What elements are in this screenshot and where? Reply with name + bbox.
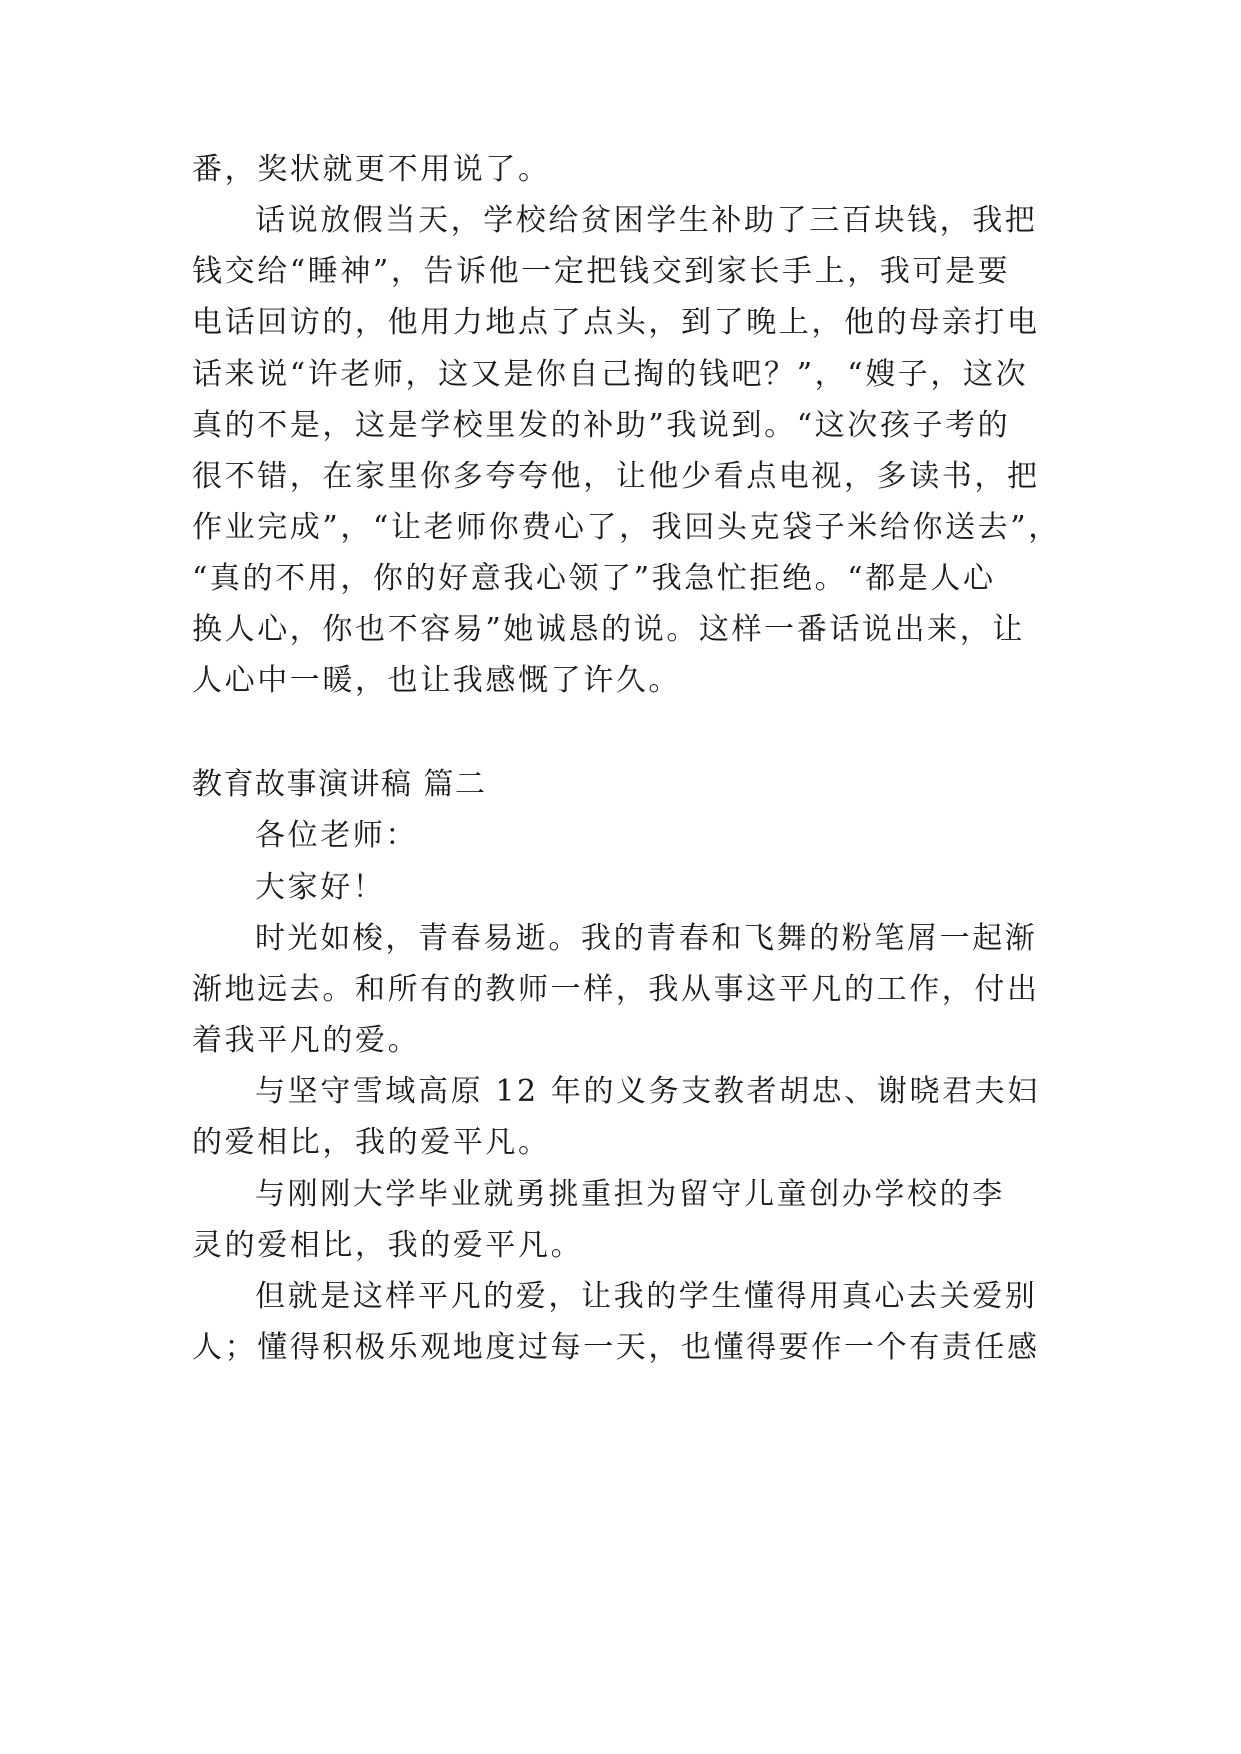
paragraph-first-line: 但就是这样平凡的爱，让我的学生懂得用真心去关爱别 xyxy=(255,1279,1038,1314)
body-text-line: 渐地远去。和所有的教师一样，我从事这平凡的工作，付出 xyxy=(192,972,1040,1007)
salutation: 各位老师： xyxy=(255,818,418,853)
body-text-line: 钱交给“睡神”，告诉他一定把钱交到家长手上，我可是要 xyxy=(192,254,1011,289)
body-text-line: 着我平凡的爱。 xyxy=(192,1023,421,1058)
body-text-line: 话来说“许老师，这又是你自己掏的钱吧？”，“嫂子，这次 xyxy=(192,357,1029,392)
greeting: 大家好！ xyxy=(255,870,386,905)
paragraph-first-line: 与坚守雪域高原 12 年的义务支教者胡忠、谢晓君夫妇 xyxy=(255,1074,1040,1109)
body-text-line: “真的不用，你的好意我心领了”我急忙拒绝。“都是人心 xyxy=(192,561,996,596)
body-text-line: 电话回访的，他用力地点了点头，到了晚上，他的母亲打电 xyxy=(192,305,1040,340)
body-text-line: 番，奖状就更不用说了。 xyxy=(192,152,551,187)
paragraph-first-line: 时光如梭，青春易逝。我的青春和飞舞的粉笔屑一起渐 xyxy=(255,921,1038,956)
body-text-line: 换人心，你也不容易”她诚恳的说。这样一番话说出来，让 xyxy=(192,612,1025,647)
body-text-line: 作业完成”，“让老师你费心了，我回头克袋子米给你送去”， xyxy=(192,510,1061,545)
paragraph-first-line: 与刚刚大学毕业就勇挑重担为留守儿童创办学校的李 xyxy=(255,1177,1005,1212)
body-text-line: 人；懂得积极乐观地度过每一天，也懂得要作一个有责任感 xyxy=(192,1330,1040,1365)
paragraph-first-line: 话说放假当天，学校给贫困学生补助了三百块钱，我把 xyxy=(255,203,1038,238)
body-text-line: 的爱相比，我的爱平凡。 xyxy=(192,1125,551,1160)
body-text-line: 真的不是，这是学校里发的补助”我说到。“这次孩子考的 xyxy=(192,408,1011,443)
body-text-line: 人心中一暖，也让我感慨了许久。 xyxy=(192,663,681,698)
section-heading: 教育故事演讲稿 篇二 xyxy=(192,767,487,802)
body-text-line: 灵的爱相比，我的爱平凡。 xyxy=(192,1228,584,1263)
body-text-line: 很不错，在家里你多夸夸他，让他少看点电视，多读书，把 xyxy=(192,459,1040,494)
